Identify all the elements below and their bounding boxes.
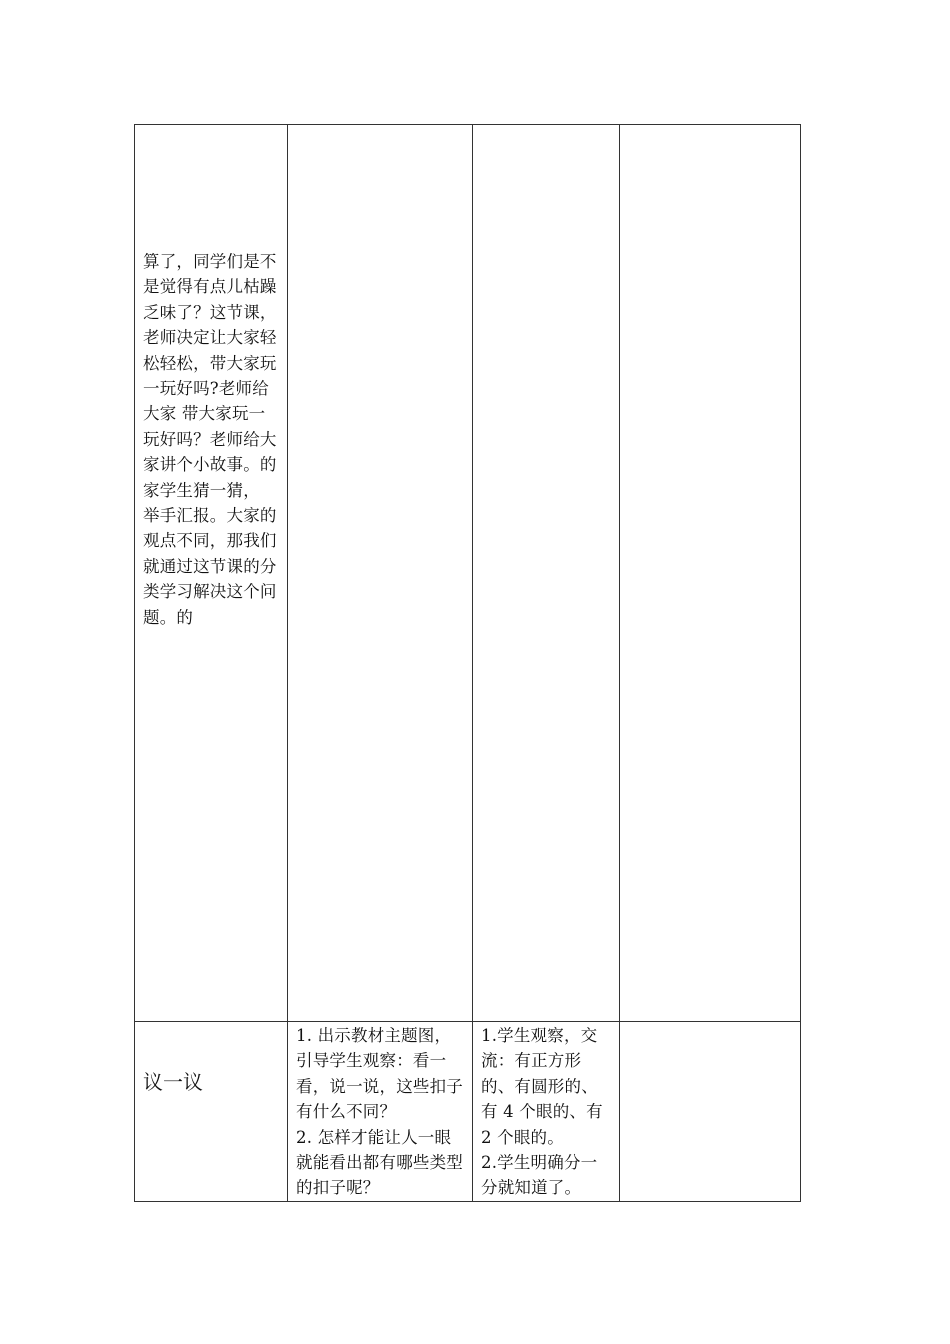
story-cell [135, 125, 288, 1022]
student-activity-cell [473, 1022, 620, 1202]
teacher-activity-cell [288, 125, 473, 1022]
student-activity-cell [473, 125, 620, 1022]
teacher-activity-item: 1. 出示教材主题图，引导学生观察：看一看，说一说，这些扣子有什么不同？ [296, 1026, 463, 1122]
student-activity-list [473, 1022, 619, 1201]
teacher-activity-cell [288, 1022, 473, 1202]
student-activity-item: 1.学生观察，交流：有正方形的、有圆形的、有 4 个眼的、有 2 个眼的。 [481, 1026, 603, 1147]
stage-label: 议一议 [143, 1070, 203, 1094]
teacher-activity-list [288, 1022, 472, 1201]
teacher-activity-item: 2. 怎样才能让人一眼就能看出都有哪些类型的扣子呢？ [296, 1127, 463, 1198]
story-text: 算了，同学们是不是觉得有点儿枯躁乏味了？这节课，老师决定让大家轻松轻松，带大家玩一玩好吗?老师给大家 带大家玩一玩好吗？老师给大家讲个小故事。的家学生猜一猜， 举手汇报。大家的观点不同，那我们就通过这节课的分类学习解决这个问题。的 [143, 252, 277, 627]
stage-cell [135, 1022, 288, 1202]
table-row [135, 1022, 801, 1202]
lesson-plan-table [134, 124, 801, 1202]
table-row [135, 125, 801, 1022]
student-activity-item: 2.学生明确分一分就知道了。 [481, 1153, 598, 1198]
notes-cell [620, 125, 801, 1022]
notes-cell [620, 1022, 801, 1202]
